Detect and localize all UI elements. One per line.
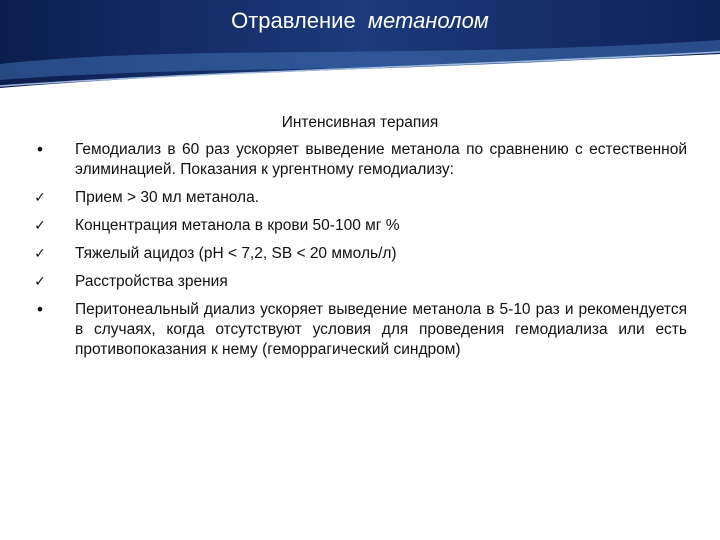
- bullet-dot-icon: •: [35, 300, 45, 319]
- checkmark-icon: ✓: [34, 218, 46, 234]
- list-item: [0, 140, 720, 180]
- list-item-text: Тяжелый ацидоз (pH < 7,2, SB < 20 ммоль/л): [75, 245, 397, 262]
- section-subtitle: Интенсивная терапия: [281, 114, 439, 131]
- slide-header: [0, 0, 720, 100]
- list-item: [0, 244, 720, 264]
- list-item-text: Прием > 30 мл метанола.: [75, 189, 260, 206]
- list-item: [0, 272, 720, 292]
- list-item-text: Перитонеальный диализ ускоряет выведение метанола в 5-10 раз и рекомендуется в случаях, когда отсутствуют условия для проведения гемодиализа или есть противопоказания к нему (геморрагический синдром): [75, 301, 687, 358]
- list-item: [0, 300, 720, 360]
- list-item: [0, 216, 720, 236]
- checkmark-icon: ✓: [34, 246, 46, 262]
- list-item-text: Гемодиализ в 60 раз ускоряет выведение метанола по сравнению с естественной элиминацией. Показания к ургентному гемодиализу:: [75, 141, 687, 178]
- list-item-text: Концентрация метанола в крови 50-100 мг %: [75, 217, 400, 234]
- checkmark-icon: ✓: [34, 190, 46, 206]
- checkmark-icon: ✓: [34, 274, 46, 290]
- slide-title: [0, 7, 720, 35]
- title-plain: Отравление: [231, 8, 356, 33]
- bullet-dot-icon: •: [35, 140, 45, 159]
- title-italic: метанолом: [367, 8, 489, 33]
- list-item: [0, 188, 720, 208]
- bullet-list: [0, 140, 720, 368]
- list-item-text: Расстройства зрения: [75, 273, 228, 290]
